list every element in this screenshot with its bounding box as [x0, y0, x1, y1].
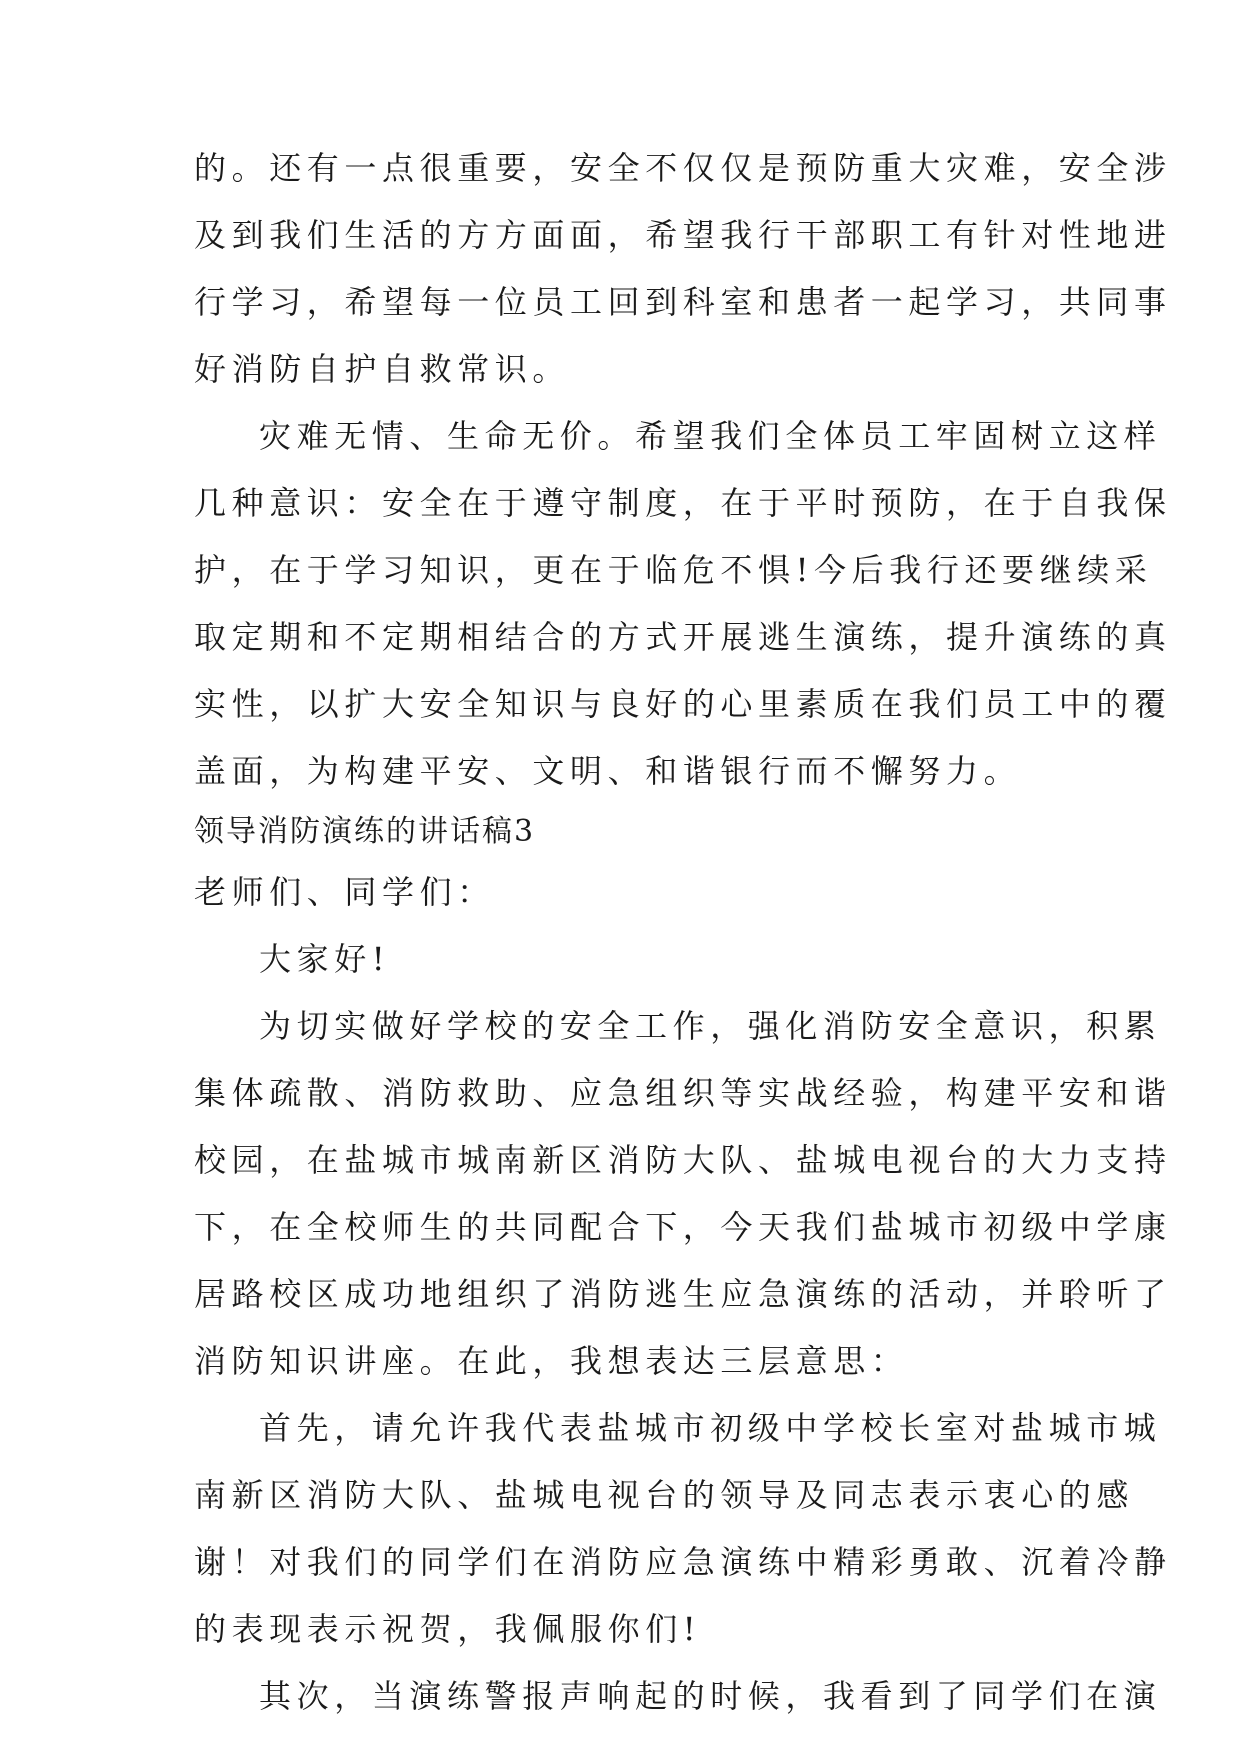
- text-line: 消防知识讲座。在此，我想表达三层意思：: [194, 1342, 909, 1380]
- text-line: 下，在全校师生的共同配合下，今天我们盐城市初级中学康: [194, 1208, 1172, 1246]
- text-line: 的。还有一点很重要，安全不仅仅是预防重大灾难，安全涉: [194, 149, 1172, 187]
- paragraph-first-line: 为切实做好学校的安全工作，强化消防安全意识，积累: [259, 1007, 1162, 1045]
- greeting: 大家好!: [259, 940, 391, 978]
- text-line: 盖面，为构建平安、文明、和谐银行而不懈努力。: [194, 752, 1022, 790]
- text-line: 实性，以扩大安全知识与良好的心里素质在我们员工中的覆: [194, 685, 1172, 723]
- text-line: 谢！对我们的同学们在消防应急演练中精彩勇敢、沉着冷静: [194, 1543, 1172, 1581]
- text-line: 校园，在盐城市城南新区消防大队、盐城电视台的大力支持: [194, 1141, 1172, 1179]
- salutation: 老师们、同学们：: [194, 873, 495, 911]
- section-heading: 领导消防演练的讲话稿3: [194, 814, 536, 849]
- paragraph-first-line: 其次，当演练警报声响起的时候，我看到了同学们在演: [259, 1677, 1162, 1715]
- text-line: 护，在于学习知识，更在于临危不惧!今后我行还要继续采: [194, 551, 1153, 589]
- text-line: 行学习，希望每一位员工回到科室和患者一起学习，共同事: [194, 283, 1172, 321]
- paragraph-first-line: 灾难无情、生命无价。希望我们全体员工牢固树立这样: [259, 417, 1162, 455]
- text-line: 取定期和不定期相结合的方式开展逃生演练，提升演练的真: [194, 618, 1172, 656]
- text-line: 的表现表示祝贺，我佩服你们!: [194, 1610, 702, 1648]
- text-line: 好消防自护自救常识。: [194, 350, 571, 388]
- text-line: 居路校区成功地组织了消防逃生应急演练的活动，并聆听了: [194, 1275, 1172, 1313]
- text-line: 及到我们生活的方方面面，希望我行干部职工有针对性地进: [194, 216, 1172, 254]
- text-line: 南新区消防大队、盐城电视台的领导及同志表示衷心的感: [194, 1476, 1135, 1514]
- text-line: 集体疏散、消防救助、应急组织等实战经验，构建平安和谐: [194, 1074, 1172, 1112]
- text-line: 几种意识：安全在于遵守制度，在于平时预防，在于自我保: [194, 484, 1172, 522]
- paragraph-first-line: 首先，请允许我代表盐城市初级中学校长室对盐城市城: [259, 1409, 1162, 1447]
